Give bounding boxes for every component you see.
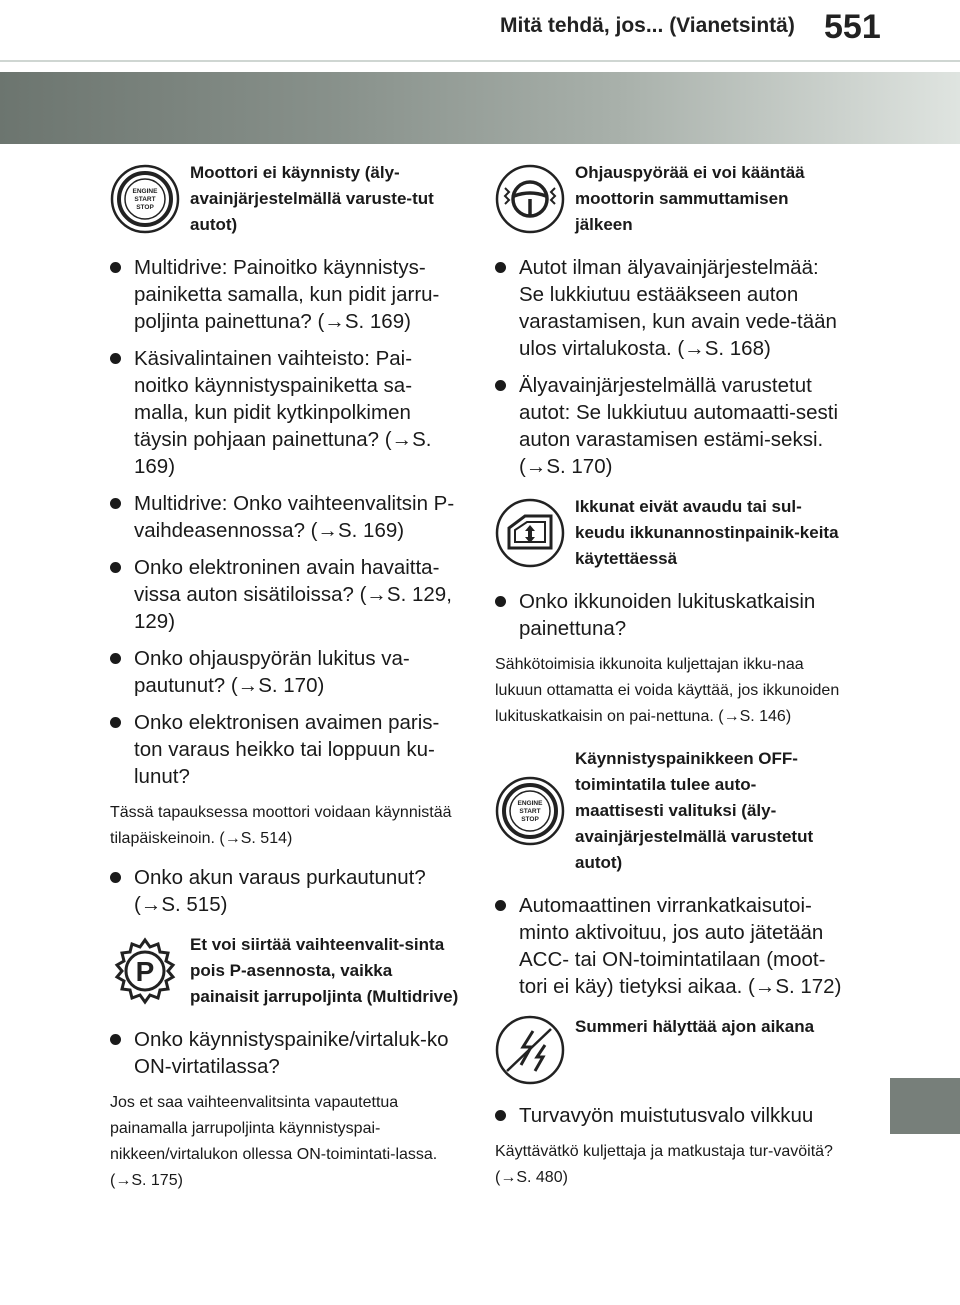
engine-start-stop-icon — [495, 776, 565, 846]
p-gear-icon — [110, 936, 180, 1006]
list-item: Multidrive: Painoitko käynnistys-painiketta samalla, kun pidit jarru-poljinta painettuna? (→S. 169) — [110, 254, 460, 335]
list-item: Onko ohjauspyörän lukitus va-pautunut? (→S. 170) — [110, 645, 460, 699]
svg-text:P: P — [135, 956, 155, 987]
svg-text:ENGINE: ENGINE — [517, 800, 543, 807]
section-buzzer — [495, 1010, 845, 1090]
header-title: Mitä tehdä, jos... (Vianetsintä) — [500, 14, 795, 37]
list-item: Automaattinen virrankatkaisutoi-minto aktivoituu, jos auto jätetään ACC- tai ON-toimintatilaan (moot-tori ei käy) tietyksi aikaa. (→S. 172) — [495, 892, 845, 1000]
svg-text:ENGINE: ENGINE — [132, 188, 158, 195]
section-title: Et voi siirtää vaihteenvalit-sinta pois P-asennosta, vaikka painaisit jarrupoljinta (Multidrive) — [190, 935, 459, 1006]
list-item: Turvavyön muistutusvalo vilkkuu — [495, 1102, 845, 1129]
svg-text:STOP: STOP — [136, 204, 154, 211]
section-title: Summeri hälyttää ajon aikana — [575, 1017, 815, 1036]
left-column — [110, 150, 460, 1206]
list-item: Onko ikkunoiden lukituskatkaisin painettuna? — [495, 588, 845, 642]
engine-start-stop-icon — [110, 164, 180, 234]
list-item: Onko elektronisen avaimen paris-ton varaus heikko tai loppuun ku-lunut? — [110, 709, 460, 790]
buzzer-icon — [495, 1015, 565, 1085]
note-text: Tässä tapauksessa moottori voidaan käynnistää tilapäiskeinoin. (→S. 514) — [110, 804, 452, 847]
list-item: Onko akun varaus purkautunut? (→S. 515) — [110, 864, 460, 918]
svg-text:START: START — [134, 196, 156, 203]
chapter-tab — [890, 1078, 960, 1134]
section-shift-lever-stuck — [110, 928, 460, 1014]
section-title: Ikkunat eivät avaudu tai sul-keudu ikkunannostinpainik-keita käytettäessä — [575, 497, 839, 568]
list-item: Autot ilman älyavainjärjestelmää: Se lukkiutuu estääkseen auton varastamisen, kun avain vede-tään ulos virtalukosta. (→S. 168) — [495, 254, 845, 362]
svg-text:START: START — [519, 808, 541, 815]
svg-text:STOP: STOP — [521, 816, 539, 823]
list-item: Multidrive: Onko vaihteenvalitsin P-vaihdeasennossa? (→S. 169) — [110, 490, 460, 544]
page-header — [0, 0, 960, 62]
note-text: Jos et saa vaihteenvalitsinta vapautettua painamalla jarrupoljinta käynnistyspai-nikkeen/virtalukon ollessa ON-toimintati-lassa. (→S. 175) — [110, 1094, 438, 1189]
page-number: 551 — [824, 8, 881, 46]
power-window-icon — [495, 498, 565, 568]
chapter-banner — [0, 72, 960, 144]
right-column — [495, 150, 845, 1203]
note-text: Sähkötoimisia ikkunoita kuljettajan ikku-naa lukuun ottamatta ei voida käyttää, jos ikkunoiden lukituskatkaisin on pai-nettuna. (→S. 146) — [495, 656, 840, 725]
section-windows — [495, 490, 845, 576]
list-item: Onko elektroninen avain havaitta-vissa auton sisätiloissa? (→S. 129, 129) — [110, 554, 460, 635]
section-auto-power-off — [495, 742, 845, 880]
list-item: Onko käynnistyspainike/virtaluk-ko ON-virtatilassa? — [110, 1026, 460, 1080]
steering-wheel-lock-icon — [495, 164, 565, 234]
section-steering-locked — [495, 156, 845, 242]
list-item: Älyavainjärjestelmällä varustetut autot: Se lukkiutuu automaatti-sesti auton varastamisen estämi-seksi. (→S. 170) — [495, 372, 845, 480]
section-engine-wont-start — [110, 156, 460, 242]
note-text: Käyttävätkö kuljettaja ja matkustaja tur-vavöitä? (→S. 480) — [495, 1143, 833, 1186]
section-title: Moottori ei käynnisty (äly-avainjärjestelmällä varuste-tut autot) — [190, 163, 434, 234]
list-item: Käsivalintainen vaihteisto: Pai-noitko käynnistyspainiketta sa-malla, kun pidit kytkinpolkimen täysin pohjaan painettuna? (→S. 169) — [110, 345, 460, 480]
section-title: Käynnistyspainikkeen OFF-toimintatila tulee auto-maattisesti valituksi (äly-avainjärjestelmällä varustetut autot) — [575, 749, 814, 872]
section-title: Ohjauspyörää ei voi kääntää moottorin sammuttamisen jälkeen — [575, 163, 805, 234]
